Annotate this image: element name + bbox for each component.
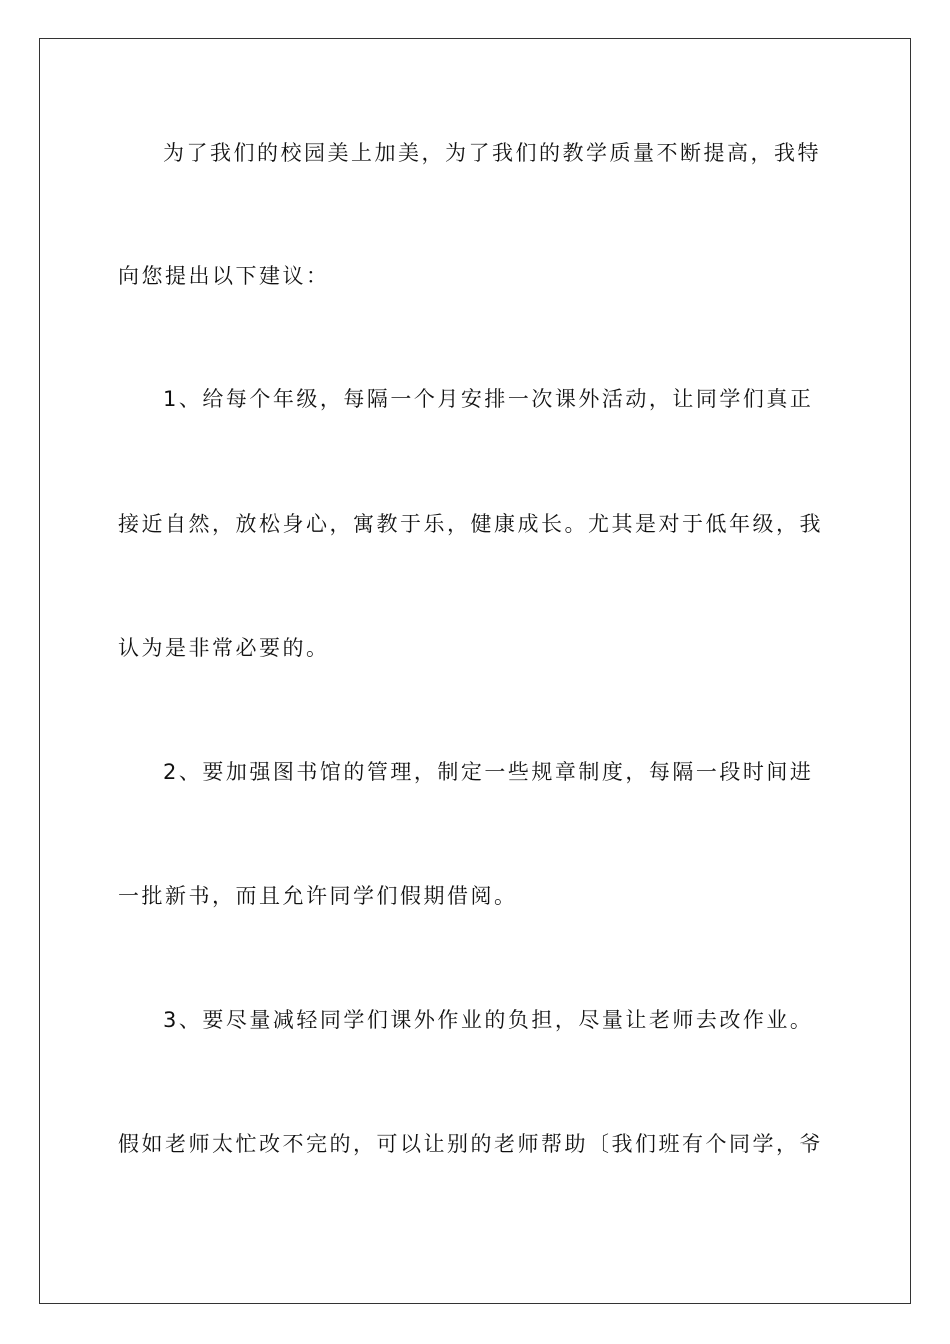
suggestion-2-line-2: 一批新书，而且允许同学们假期借阅。 xyxy=(118,884,518,908)
paragraph-intro-line-2: 向您提出以下建议： xyxy=(118,264,330,288)
suggestion-2-line-1: 2、要加强图书馆的管理，制定一些规章制度，每隔一段时间进 xyxy=(163,760,814,784)
paragraph-intro-line-1: 为了我们的校园美上加美，为了我们的教学质量不断提高，我特 xyxy=(163,141,821,165)
suggestion-1-line-3: 认为是非常必要的。 xyxy=(118,636,330,660)
page-border xyxy=(39,38,911,1304)
suggestion-3-line-2: 假如老师太忙改不完的，可以让别的老师帮助〔我们班有个同学，爷 xyxy=(118,1132,823,1156)
suggestion-1-line-2: 接近自然，放松身心，寓教于乐，健康成长。尤其是对于低年级，我 xyxy=(118,512,823,536)
suggestion-1-line-1: 1、给每个年级，每隔一个月安排一次课外活动，让同学们真正 xyxy=(163,387,814,411)
suggestion-3-line-1: 3、要尽量减轻同学们课外作业的负担，尽量让老师去改作业。 xyxy=(163,1008,814,1032)
